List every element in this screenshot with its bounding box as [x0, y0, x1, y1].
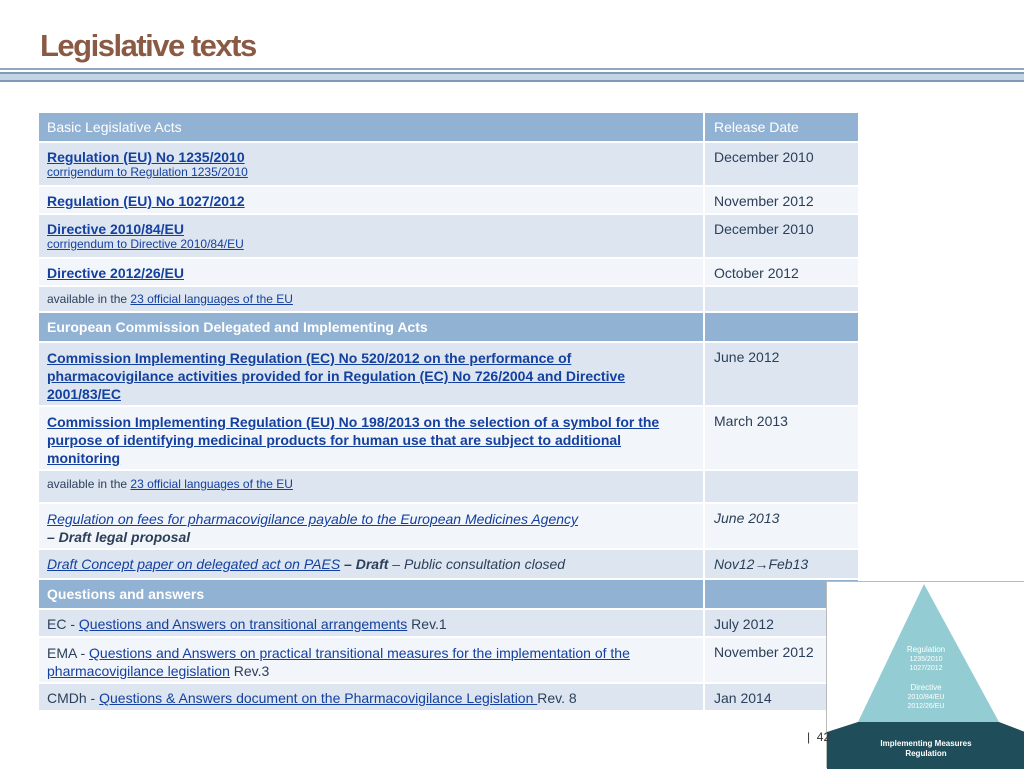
available-prefix: available in the	[47, 477, 131, 491]
pyramid-regulation-2: 1027/2012	[909, 665, 943, 672]
revision-label: Rev.1	[407, 616, 447, 632]
pyramid-graphic	[827, 582, 1024, 769]
link-regulation-520-2012[interactable]: Commission Implementing Regulation (EC) No 520/2012 on the performance of pharmacovigilance activities provided for in Regulation (EC) No 726/2004 and Directive 2001/83/EC	[47, 350, 626, 402]
table-row	[39, 610, 858, 638]
pyramid-base-line2: Regulation	[905, 749, 947, 758]
title-divider-bar	[0, 72, 1024, 82]
table-row	[39, 343, 858, 407]
page-number-value: 42	[816, 730, 831, 744]
link-regulation-1027-2012[interactable]: Regulation (EU) No 1027/2012	[47, 193, 245, 209]
revision-label: Rev. 8	[537, 690, 577, 706]
release-date: June 2013	[714, 510, 780, 526]
pyramid-directive-1: 2010/84/EU	[907, 694, 945, 701]
page-separator: |	[807, 730, 811, 744]
link-regulation-1235-2010[interactable]: Regulation (EU) No 1235/2010	[47, 149, 245, 165]
revision-label: Rev.3	[229, 663, 270, 679]
release-date: Jan 2014	[714, 690, 772, 706]
link-qa-pv-legislation[interactable]: Questions & Answers document on the Pharmacovigilance Legislation	[99, 690, 538, 706]
link-qa-transitional-arrangements[interactable]: Questions and Answers on transitional arrangements	[78, 616, 408, 632]
release-date: March 2013	[714, 413, 788, 429]
link-official-languages-2[interactable]: 23 official languages of the EU	[130, 477, 293, 491]
table-row	[39, 259, 858, 287]
legislation-pyramid	[826, 581, 1024, 768]
dash: –	[340, 556, 356, 572]
section-header-basic	[39, 113, 858, 143]
release-date: July 2012	[714, 616, 774, 632]
release-date: November 2012	[714, 644, 814, 660]
link-regulation-198-2013[interactable]: Commission Implementing Regulation (EU) No 198/2013 on the selection of a symbol for the purpose of identifying medicinal products for human use that are subject to additional monitoring	[47, 414, 660, 466]
release-date: December 2010	[714, 149, 814, 165]
release-date: October 2012	[714, 265, 799, 281]
table-row	[39, 550, 858, 580]
table-row	[39, 471, 858, 504]
pyramid-directive-title: Directive	[910, 683, 942, 692]
pyramid-regulation-1: 1235/2010	[909, 656, 943, 663]
draft-legal-proposal: – Draft legal proposal	[47, 529, 191, 545]
header-basic-acts: Basic Legislative Acts	[39, 113, 705, 141]
link-directive-2012-26[interactable]: Directive 2012/26/EU	[47, 265, 184, 281]
consultation-status: – Public consultation closed	[388, 556, 566, 572]
page-number	[807, 730, 830, 744]
link-corrigendum-directive-2010-84[interactable]: corrigendum to Directive 2010/84/EU	[47, 237, 244, 251]
pyramid-regulation-title: Regulation	[906, 645, 946, 654]
table-row	[39, 215, 858, 259]
release-date: November 2012	[714, 193, 814, 209]
table-row	[39, 638, 858, 684]
available-prefix: available in the	[47, 292, 131, 306]
source-label: EMA -	[47, 645, 90, 661]
link-directive-2010-84[interactable]: Directive 2010/84/EU	[47, 221, 184, 237]
table-row	[39, 407, 858, 471]
release-date: December 2010	[714, 221, 814, 237]
source-label: EC -	[47, 616, 79, 632]
table-row	[39, 684, 858, 712]
link-official-languages[interactable]: 23 official languages of the EU	[130, 292, 293, 306]
header-release-date: Release Date	[714, 119, 799, 135]
release-date: June 2012	[714, 349, 780, 365]
source-label: CMDh -	[47, 690, 100, 706]
table-row	[39, 143, 858, 187]
link-paes-concept-paper[interactable]: Draft Concept paper on delegated act on PAES	[47, 556, 341, 572]
table-row	[39, 504, 858, 550]
release-date: Nov12→Feb13	[714, 556, 809, 572]
pyramid-base-line1: Implementing Measures	[880, 739, 972, 748]
draft-label: Draft	[355, 556, 389, 572]
section-header-qa	[39, 580, 858, 610]
link-qa-practical-measures[interactable]: Questions and Answers on practical transitional measures for the implementation of the pharmacovigilance legislation	[47, 645, 630, 679]
header-delegated-acts: European Commission Delegated and Implementing Acts	[39, 313, 705, 341]
header-questions-answers: Questions and answers	[39, 580, 705, 608]
pyramid-directive-2: 2012/26/EU	[907, 703, 945, 710]
link-corrigendum-1235-2010[interactable]: corrigendum to Regulation 1235/2010	[47, 165, 248, 179]
legislation-table	[39, 113, 858, 712]
title-divider-thin	[0, 68, 1024, 70]
table-row	[39, 287, 858, 313]
table-row	[39, 187, 858, 215]
page-title: Legislative texts	[40, 28, 256, 63]
section-header-delegated	[39, 313, 858, 343]
link-fees-regulation[interactable]: Regulation on fees for pharmacovigilance payable to the European Medicines Agency	[47, 511, 579, 527]
